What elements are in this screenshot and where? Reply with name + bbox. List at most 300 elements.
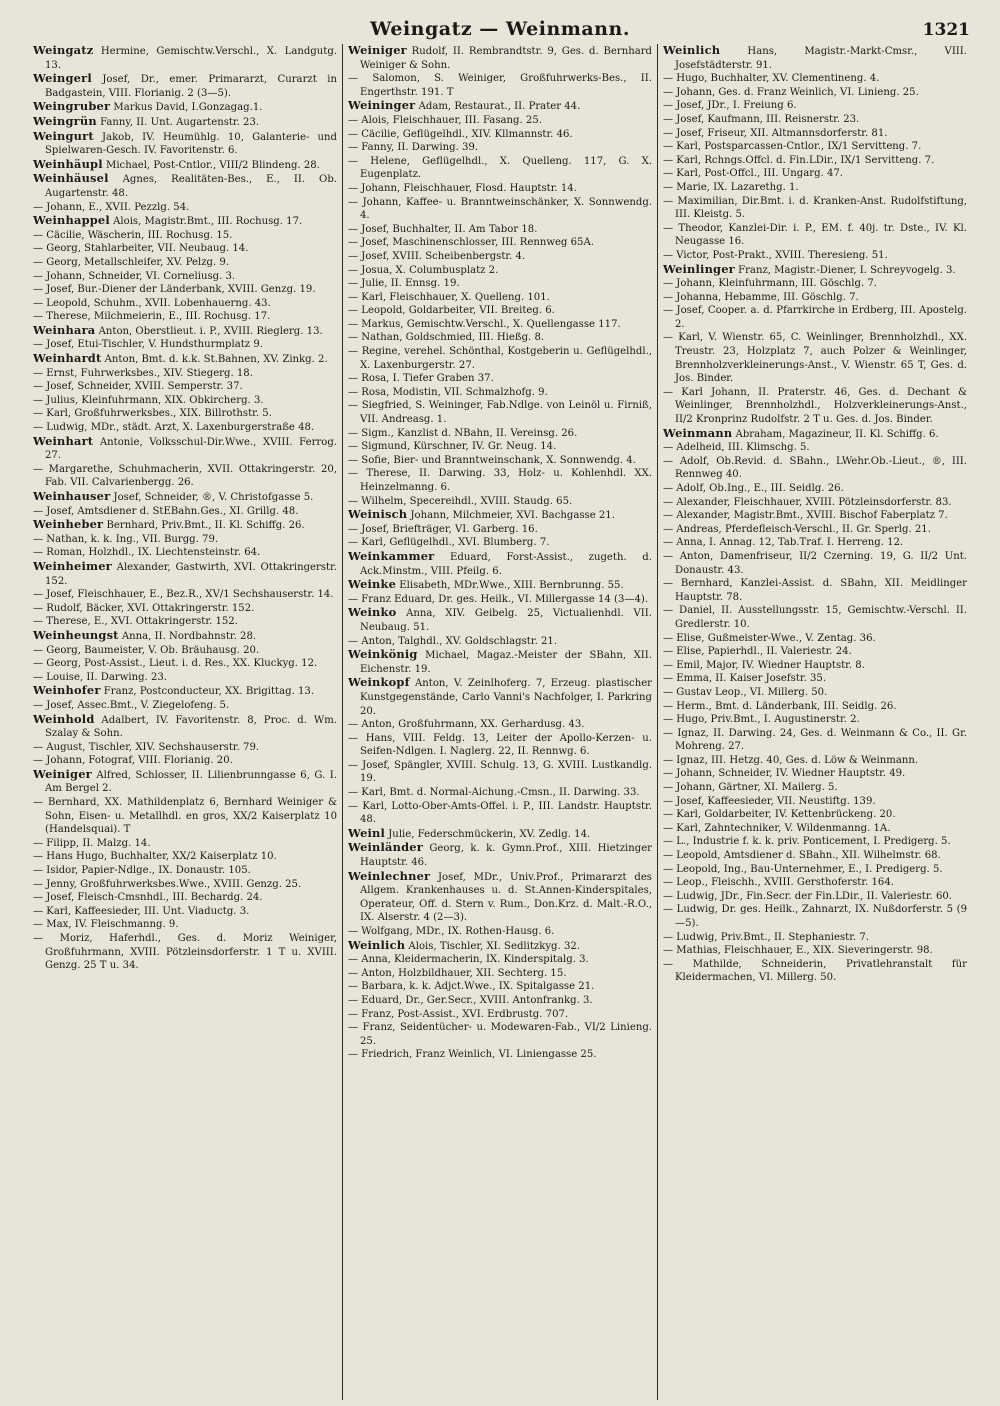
directory-entry [663, 604, 967, 631]
entry-text: — Johanna, Hebamme, III. Göschlg. 7. [663, 291, 859, 303]
entry-text: Abraham, Magazineur, II. Kl. Schiffg. 6. [735, 428, 939, 440]
directory-entry [663, 686, 967, 700]
directory-entry [348, 536, 652, 550]
entry-text: — Elise, Papierhdl., II. Valeriestr. 24. [663, 646, 852, 658]
entry-text: — Max, IV. Fleischmanng. 9. [33, 919, 179, 931]
directory-entry [663, 754, 967, 768]
entry-text: Anna, II. Nordbahnstr. 28. [121, 630, 257, 642]
entry-text: — Josef, Friseur, XII. Altmannsdorferstr. 81. [663, 127, 888, 139]
entry-surname: Weingatz [33, 44, 94, 57]
entry-text: Jakob, IV. Heumühlg. 10, Galanterie- und Spielwaren-Gesch. IV. Favoritenstr. 6. [45, 131, 338, 157]
entry-text: — Eduard, Dr., Ger.Secr., XVIII. Antonfrankg. 3. [348, 994, 593, 1006]
directory-entry [663, 291, 967, 305]
entry-text: — Theodor, Kanzlei-Dir. i. P., EM. f. 40j. tr. Dste., IV. Kl. Neugasse 16. [663, 222, 967, 248]
entry-text: — Georg, Baumeister, V. Ob. Bräuhausg. 20. [33, 644, 260, 656]
entry-text: — Karl, Rchngs.Offcl. d. Fin.LDir., IX/1 Servitteng. 7. [663, 154, 935, 166]
entry-text: — Salomon, S. Weiniger, Großfuhrwerks-Bes., II. Engerthstr. 191. T [348, 73, 652, 98]
entry-text: Josef, MDr., Univ.Prof., Primararzt des Allgem. Krankenhauses u. d. St.Annen-Kinderspitales, Operateur, Off. d. Stern v. Rum., Don.Krz. d. Malt.-R.O., IX. Alserstr. 4 (2—3). [360, 871, 652, 924]
directory-entry [33, 505, 337, 519]
entry-text: — Regine, verehel. Schönthal, Kostgeberin u. Geflügelhdl., X. Laxenburgerstr. 27. [348, 346, 652, 371]
entry-text: — Anna, I. Annag. 12, Tab.Traf. I. Herreng. 12. [663, 537, 904, 549]
directory-entry [663, 835, 967, 849]
directory-entry [663, 931, 967, 945]
entry-surname: Weingurt [33, 128, 94, 143]
directory-entry [663, 195, 967, 222]
entry-text: — Isidor, Papier-Ndlge., IX. Donaustr. 105. [33, 865, 251, 877]
entry-text: — Markus, Gemischtw.Verschl., X. Quellengasse 117. [348, 318, 621, 330]
entry-text: Alois, Tischler, XI. Sedlitzkyg. 32. [408, 940, 580, 952]
entry-text: — Jenny, Großfuhrwerksbes.Wwe., XVIII. Genzg. 25. [33, 878, 302, 890]
entry-text: — Karl, Kaffeesieder, III. Unt. Viaductg. 3. [33, 905, 250, 917]
directory-entry [348, 264, 652, 278]
entry-text: — Andreas, Pferdefleisch-Verschl., II. Gr. Sperlg. 21. [663, 523, 931, 535]
entry-text: Agnes, Realitäten-Bes., E., II. Ob. Augartenstr. 48. [45, 174, 337, 199]
directory-entry [663, 550, 967, 577]
entry-text: — Johann, Schneider, VI. Corneliusg. 3. [33, 270, 236, 282]
entry-text: — Ignaz, III. Hetzg. 40, Ges. d. Löw & Weinmann. [663, 754, 919, 766]
entry-text: — Ignaz, II. Darwing. 24, Ges. d. Weinmann & Co., II. Gr. Mohreng. 27. [663, 727, 967, 753]
directory-entry [348, 786, 652, 800]
entry-surname: Weinlich [663, 44, 721, 57]
entry-text: Anton, V. Zeinlhoferg. 7, Erzeug. plastischer Kunstgegenstände, Carlo Vanni's Nachfolger, I. Parkring 20. [360, 678, 652, 717]
directory-entry [33, 172, 337, 200]
entry-text: — Josef, Buchhalter, II. Am Tabor 18. [348, 223, 538, 235]
entry-text: — Anton, Damenfriseur, II/2 Czerning. 19, G. II/2 Unt. Donaustr. 43. [663, 550, 967, 576]
directory-entry [33, 463, 337, 490]
directory-entry [663, 781, 967, 795]
entry-text: — Wilhelm, Specereihdl., XVIII. Staudg. 65. [348, 495, 573, 507]
directory-entry [348, 523, 652, 537]
entry-surname: Weinhappel [33, 213, 110, 228]
directory-entry [663, 277, 967, 291]
directory-entry [348, 939, 652, 954]
entry-text: — Johann, Kaffee- u. Branntweinschänker, X. Sonnwendg. 4. [348, 196, 652, 222]
directory-entry [663, 167, 967, 181]
entry-text: — Hans Hugo, Buchhalter, XX/2 Kaiserplatz 10. [33, 851, 277, 863]
entry-text: Adalbert, IV. Favoritenstr. 8, Proc. d. Wm. Szalay & Sohn. [45, 714, 337, 740]
directory-entry [348, 648, 652, 676]
directory-entry [348, 508, 652, 523]
directory-entry [348, 578, 652, 593]
directory-entry [33, 435, 337, 463]
entry-text: — Hans, VIII. Feldg. 13, Leiter der Apollo-Kerzen- u. Seifen-Ndlgen. I. Naglerg. 22, II. Rennwg. 6. [348, 732, 652, 758]
directory-entry [348, 467, 652, 494]
entry-text: — Nathan, Goldschmied, III. Hießg. 8. [348, 332, 545, 344]
directory-entry [663, 263, 967, 278]
directory-entry [348, 1021, 652, 1048]
entry-text: — Mathilde, Schneiderin, Privatlehranstalt für Kleidermachen, VI. Millerg. 50. [663, 958, 967, 984]
entry-text: — Johann, E., XVII. Pezzlg. 54. [33, 201, 190, 213]
entry-text: — Anton, Holzbildhauer, XII. Sechterg. 15. [348, 967, 567, 979]
column-1 [28, 44, 342, 1400]
directory-entry [348, 925, 652, 939]
entry-surname: Weinhauser [33, 489, 111, 503]
entry-text: — Sigmund, Kürschner, IV. Gr. Neug. 14. [348, 441, 557, 453]
entry-text: — Mathias, Fleischhauer, E., XIX. Sieveringerstr. 98. [663, 945, 933, 957]
directory-entry [348, 454, 652, 468]
directory-entry [663, 863, 967, 877]
entry-text: — Adelheid, III. Klimschg. 5. [663, 442, 810, 454]
entry-text: — Josef, Spängler, XVIII. Schulg. 13, G. XVIII. Lustkandlg. 19. [348, 759, 652, 785]
directory-entry [663, 700, 967, 714]
directory-entry [33, 560, 337, 588]
entry-text: Bernhard, Priv.Bmt., II. Kl. Schiffg. 26. [106, 520, 305, 532]
directory-entry [348, 427, 652, 441]
entry-text: Hans, Magistr.-Markt-Cmsr., VIII. Josefstädterstr. 91. [675, 46, 967, 71]
entry-text: — Leopold, Goldarbeiter, VII. Breiteg. 6. [348, 305, 555, 317]
directory-entry [663, 72, 967, 86]
directory-entry [348, 1008, 652, 1022]
entry-text: — Helene, Geflügelhdl., X. Quelleng. 117, G. X. Eugenplatz. [348, 155, 652, 181]
entry-text: — Karl, Lotto-Ober-Amts-Offel. i. P., III. Landstr. Hauptstr. 48. [348, 800, 652, 826]
entry-text: Franz, Magistr.-Diener, I. Schreyvogelg. 3. [738, 264, 956, 276]
directory-entry [348, 440, 652, 454]
directory-entry [348, 1048, 652, 1062]
entry-text: — Louise, II. Darwing. 23. [33, 671, 168, 683]
directory-entry [348, 141, 652, 155]
entry-text: Georg, k. k. Gymn.Prof., XIII. Hietzinger Hauptstr. 46. [360, 843, 652, 869]
entry-surname: Weingrün [33, 113, 97, 128]
entry-surname: Weinkönig [348, 647, 418, 662]
entry-surname: Weiniger [33, 766, 92, 781]
directory-entry [33, 283, 337, 297]
directory-entry [33, 657, 337, 671]
directory-entry [33, 367, 337, 381]
entry-text: — Johann, Gärtner, XI. Mailerg. 5. [663, 782, 838, 794]
directory-entry [348, 606, 652, 634]
entry-text: Rudolf, II. Rembrandtstr. 9, Ges. d. Bernhard Weiniger & Sohn. [360, 46, 652, 71]
entry-text: — Josef, Bur.-Diener der Länderbank, XVIII. Genzg. 19. [33, 284, 316, 296]
entry-text: — Ludwig, Dr. ges. Heilk., Zahnarzt, IX. Nußdorferstr. 5 (9—5). [663, 904, 967, 929]
directory-entry [33, 352, 337, 367]
directory-entry [663, 222, 967, 249]
entry-text: — Josef, Briefträger, VI. Garberg. 16. [348, 523, 538, 535]
directory-entry [33, 768, 337, 796]
directory-entry [663, 482, 967, 496]
entry-surname: Weinhara [33, 322, 96, 337]
entry-surname: Weinkammer [348, 548, 435, 563]
directory-entry [348, 495, 652, 509]
directory-entry [348, 732, 652, 759]
directory-entry [348, 99, 652, 114]
entry-surname: Weinheimer [33, 558, 112, 573]
directory-entry [348, 980, 652, 994]
directory-entry [348, 994, 652, 1008]
entry-text: — Karl, Fleischhauer, X. Quelleng. 101. [348, 291, 550, 303]
directory-entry [348, 196, 652, 223]
entry-text: — Therese, Milchmeierin, E., III. Rochusg. 17. [33, 311, 271, 323]
directory-entry [663, 577, 967, 604]
entry-surname: Weinheungst [33, 627, 119, 642]
directory-entry [663, 822, 967, 836]
directory-entry [33, 891, 337, 905]
directory-entry [348, 318, 652, 332]
entry-text: — Friedrich, Franz Weinlich, VI. Liniengasse 25. [348, 1049, 597, 1061]
entry-text: — Anton, Großfuhrmann, XX. Gerhardusg. 43. [348, 719, 585, 731]
entry-text: — Franz, Post-Assist., XVI. Erdbrustg. 707. [348, 1008, 569, 1020]
entry-text: Markus David, I.Gonzagag.1. [113, 102, 263, 114]
entry-surname: Weinheber [33, 517, 104, 532]
directory-entry [663, 876, 967, 890]
entry-text: — Karl, Zahntechniker, V. Wildenmanng. 1A. [663, 822, 891, 834]
directory-entry [348, 304, 652, 318]
directory-entry [33, 850, 337, 864]
directory-entry [663, 958, 967, 985]
directory-entry [663, 890, 967, 904]
directory-entry [663, 767, 967, 781]
entry-text: — Josef, Etui-Tischler, V. Hundsthurmplatz 9. [33, 339, 263, 351]
entry-text: — Adolf, Ob.Revid. d. SBahn., LWehr.Ob.-Lieut., ®, III. Rennweg 40. [663, 455, 967, 481]
directory-entry [33, 324, 337, 339]
directory-entry [348, 182, 652, 196]
directory-entry [33, 713, 337, 741]
directory-entry [33, 741, 337, 755]
directory-entry [33, 837, 337, 851]
directory-entry [348, 827, 652, 842]
entry-text: — Franz Eduard, Dr. ges. Heilk., VI. Millergasse 14 (3—4). [348, 593, 649, 605]
entry-text: — Georg, Post-Assist., Lieut. i. d. Res., XX. Kluckyg. 12. [33, 658, 318, 670]
directory-entry [348, 331, 652, 345]
directory-entry [33, 338, 337, 352]
directory-entry [33, 518, 337, 533]
directory-entry [33, 256, 337, 270]
entry-text: — L., Industrie f. k. k. priv. Ponticement, I. Predigerg. 5. [663, 836, 951, 848]
directory-entry [663, 455, 967, 482]
entry-text: — Emma, II. Kaiser Josefstr. 35. [663, 673, 827, 685]
entry-text: — Herm., Bmt. d. Länderbank, III. Seidlg. 26. [663, 700, 897, 712]
directory-entry [663, 672, 967, 686]
directory-entry [663, 536, 967, 550]
entry-text: Michael, Magaz.-Meister der SBahn, XII. Eichenstr. 19. [360, 650, 652, 675]
directory-entry [33, 130, 337, 158]
entry-text: Anton, Bmt. d. k.k. St.Bahnen, XV. Zinkg. 2. [104, 354, 328, 366]
entry-text: — Anton, Talghdl., XV. Goldschlagstr. 21. [348, 635, 558, 647]
entry-surname: Weinhofer [33, 683, 101, 698]
entry-text: — Nathan, k. k. Ing., VII. Burgg. 79. [33, 533, 219, 545]
directory-entry [348, 718, 652, 732]
directory-entry [663, 386, 967, 427]
entry-text: — Josef, JDr., I. Freiung 6. [663, 100, 797, 112]
entry-text: — Rudolf, Bäcker, XVI. Ottakringerstr. 152. [33, 602, 255, 614]
directory-entry [33, 394, 337, 408]
entry-text: — Johann, Kleinfuhrmann, III. Göschlg. 7. [663, 278, 877, 290]
entry-text: — Alexander, Fleischhauer, XVIII. Pötzleinsdorferstr. 83. [663, 496, 952, 508]
directory-entry [33, 310, 337, 324]
entry-text: — Ernst, Fuhrwerksbes., XIV. Stiegerg. 18. [33, 367, 253, 379]
directory-entry [348, 250, 652, 264]
directory-entry [348, 399, 652, 426]
page-number: 1321 [922, 20, 970, 40]
entry-text: — Therese, II. Darwing. 33, Holz- u. Kohlenhdl. XX. Heinzelmanng. 6. [348, 468, 652, 493]
directory-entry [663, 154, 967, 168]
directory-entry [33, 644, 337, 658]
directory-entry [348, 345, 652, 372]
directory-entry [33, 380, 337, 394]
entry-text: — Anna, Kleidermacherin, IX. Kinderspitalg. 3. [348, 954, 589, 966]
directory-entry [663, 645, 967, 659]
entry-text: — Cäcilie, Geflügelhdl., XIV. Kllmannstr. 46. [348, 128, 573, 140]
entry-text: — Daniel, II. Ausstellungsstr. 15, Gemischtw.-Verschl. II. Gredlerstr. 10. [663, 605, 967, 630]
directory-entry [33, 671, 337, 685]
entry-text: — Ludwig, JDr., Fin.Secr. der Fin.LDir., II. Valeriestr. 60. [663, 890, 953, 902]
entry-surname: Weinke [348, 577, 397, 592]
entry-text: — Barbara, k. k. Adjct.Wwe., IX. Spitalgasse 21. [348, 981, 595, 993]
directory-entry [348, 44, 652, 72]
entry-text: — Gustav Leop., VI. Millerg. 50. [663, 686, 828, 698]
entry-text: — Josef, Amtsdiener d. StEBahn.Ges., XI. Grillg. 48. [33, 505, 299, 517]
directory-entry [348, 676, 652, 718]
entry-surname: Weininger [348, 98, 416, 113]
entry-surname: Weinhäupl [33, 156, 103, 171]
entry-text: — Josua, X. Columbusplatz 2. [348, 264, 499, 276]
entry-text: — Siegfried, S. Weininger, Fab.Ndlge. von Leinöl u. Firniß, VII. Andreasg. 1. [348, 400, 652, 426]
entry-text: — Filipp, II. Malzg. 14. [33, 837, 151, 849]
directory-entry [348, 386, 652, 400]
entry-surname: Weinl [348, 825, 386, 840]
directory-entry [663, 713, 967, 727]
entry-text: Hermine, Gemischtw.Verschl., X. Landgutg. 13. [45, 46, 337, 71]
directory-entry [348, 128, 652, 142]
entry-text: — Elise, Gußmeister-Wwe., V. Zentag. 36. [663, 632, 876, 644]
directory-entry [348, 155, 652, 182]
entry-text: — Karl, Geflügelhdl., XVI. Blumberg. 7. [348, 537, 550, 549]
entry-text: Antonie, Volksschul-Dir.Wwe., XVIII. Ferrog. 27. [45, 436, 337, 462]
entry-surname: Weinhold [33, 711, 95, 726]
column-2 [342, 44, 657, 1400]
directory-entry [663, 849, 967, 863]
entry-text: Franz, Postconducteur, XX. Brigittag. 13. [103, 686, 315, 698]
entry-text: — Alexander, Magistr.Bmt., XVIII. Bischof Faberplatz 7. [663, 510, 948, 522]
directory-entry [663, 659, 967, 673]
directory-entry [348, 870, 652, 925]
directory-entry [348, 593, 652, 607]
directory-entry [663, 509, 967, 523]
entry-text: — Emil, Major, IV. Wiedner Hauptstr. 8. [663, 659, 865, 671]
directory-entry [33, 407, 337, 421]
entry-surname: Weinhardt [33, 351, 102, 366]
entry-surname: Weinhäusel [33, 171, 109, 186]
directory-entry [33, 796, 337, 837]
entry-text: Fanny, II. Unt. Augartenstr. 23. [100, 116, 260, 128]
directory-entry [663, 808, 967, 822]
directory-entry [663, 523, 967, 537]
entry-surname: Weinkopf [348, 675, 410, 690]
entry-text: — Karl, Goldarbeiter, IV. Kettenbrückeng. 20. [663, 809, 896, 821]
directory-entry [348, 967, 652, 981]
entry-text: Alfred, Schlosser, II. Lilienbrunngasse 6, G. I. Am Bergel 2. [45, 769, 337, 795]
entry-text: — August, Tischler, XIV. Sechshauserstr. 79. [33, 741, 260, 753]
entry-text: — Hugo, Priv.Bmt., I. Augustinerstr. 2. [663, 714, 860, 726]
entry-text: — Sofie, Bier- und Branntweinschank, X. Sonnwendg. 4. [348, 454, 636, 466]
entry-surname: Weinisch [348, 507, 408, 522]
directory-entry [663, 795, 967, 809]
entry-text: Anton, Oberstlieut. i. P., XVIII. Rieglerg. 13. [98, 325, 323, 337]
directory-entry [33, 754, 337, 768]
entry-text: — Moriz, Haferhdl., Ges. d. Moriz Weiniger, Großfuhrmann, XVIII. Pötzleinsdorferstr. 1 T u. XVIII. Genzg. 25 T u. 34. [33, 933, 337, 972]
directory-entry [663, 903, 967, 930]
directory-entry [663, 441, 967, 455]
directory-entry [348, 635, 652, 649]
entry-surname: Weinlich [348, 937, 406, 952]
entry-surname: Weingruber [33, 99, 111, 114]
directory-entry [33, 421, 337, 435]
entry-text: — Karl, Postsparcassen-Cntlor., IX/1 Servitteng. 7. [663, 141, 922, 153]
entry-text: — Karl, Großfuhrwerksbes., XIX. Billrothstr. 5. [33, 408, 272, 420]
columns-container [28, 44, 972, 1400]
directory-entry [663, 44, 967, 72]
entry-text: — Karl Johann, II. Praterstr. 46, Ges. d. Dechant & Weinlinger, Brennholzhdl., Holzverkleinerungs-Anst., II/2 Kronprinz Rudolfstr. 2 T u. Ges. d. Jos. Binder. [663, 386, 967, 426]
directory-entry [33, 229, 337, 243]
directory-entry [33, 905, 337, 919]
directory-entry [663, 249, 967, 263]
entry-text: — Josef, Maschinenschlosser, III. Rennweg 65A. [348, 237, 594, 249]
directory-entry [33, 615, 337, 629]
entry-text: — Johann, Fotograf, VIII. Florianig. 20. [33, 755, 233, 767]
directory-entry [663, 304, 967, 331]
entry-text: — Georg, Stahlarbeiter, VII. Neubaug. 14. [33, 243, 249, 255]
directory-entry [33, 201, 337, 215]
entry-text: — Johann, Fleischhauer, Flosd. Hauptstr. 14. [348, 182, 577, 194]
entry-text: — Karl, Bmt. d. Normal-Aichung.-Cmsn., II. Darwing. 33. [348, 787, 640, 799]
entry-text: — Johann, Schneider, IV. Wiedner Hauptstr. 49. [663, 768, 906, 780]
directory-entry [348, 72, 652, 99]
directory-entry [663, 127, 967, 141]
entry-text: Johann, Milchmeier, XVI. Bachgasse 21. [410, 510, 615, 522]
directory-entry [33, 44, 337, 72]
entry-text: Josef, Schneider, ®, V. Christofgasse 5. [113, 492, 314, 503]
directory-entry [33, 533, 337, 547]
directory-entry [33, 115, 337, 130]
directory-entry [663, 99, 967, 113]
entry-text: — Karl, Post-Offcl., III. Ungarg. 47. [663, 168, 844, 180]
entry-text: — Leopold, Schuhm., XVII. Lobenhauerng. 43. [33, 297, 271, 309]
directory-entry [33, 72, 337, 100]
entry-text: Anna, XIV. Geibelg. 25, Victualienhdl. VII. Neubaug. 51. [360, 608, 652, 633]
entry-text: Elisabeth, MDr.Wwe., XIII. Bernbrunng. 55. [399, 580, 624, 592]
entry-text: — Julius, Kleinfuhrmann, XIX. Obkircherg. 3. [33, 394, 264, 406]
entry-text: — Marie, IX. Lazarethg. 1. [663, 181, 799, 193]
entry-text: — Josef, Schneider, XVIII. Semperstr. 37. [33, 381, 243, 393]
directory-entry [33, 602, 337, 616]
directory-entry [348, 841, 652, 869]
entry-surname: Weinlinger [663, 261, 735, 276]
entry-text: — Josef, XVIII. Scheibenbergstr. 4. [348, 250, 526, 262]
entry-text: — Bernhard, Kanzlei-Assist. d. SBahn, XII. Meidlinger Hauptstr. 78. [663, 578, 967, 603]
directory-entry [33, 588, 337, 602]
directory-entry [348, 291, 652, 305]
entry-text: — Ludwig, MDr., städt. Arzt, X. Laxenburgerstraße 48. [33, 422, 315, 434]
directory-entry [348, 114, 652, 128]
entry-text: — Margarethe, Schuhmacherin, XVII. Ottakringerstr. 20, Fab. VII. Calvarienbergg. 26. [33, 463, 337, 489]
directory-entry [663, 944, 967, 958]
entry-surname: Weinmann [663, 425, 733, 440]
directory-entry [663, 140, 967, 154]
directory-entry [33, 684, 337, 699]
directory-entry [663, 181, 967, 195]
directory-entry [663, 86, 967, 100]
entry-text: — Julie, II. Ennsg. 19. [348, 278, 460, 290]
directory-entry [33, 546, 337, 560]
entry-text: — Josef, Fleischhauer, E., Bez.R., XV/1 Sechshauserstr. 14. [33, 589, 334, 601]
entry-text: — Josef, Kaufmann, III. Reisnerstr. 23. [663, 113, 860, 125]
entry-text: — Victor, Post-Prakt., XVIII. Theresieng. 51. [663, 249, 888, 261]
entry-text: — Georg, Metallschleifer, XV. Pelzg. 9. [33, 256, 230, 268]
directory-entry [348, 550, 652, 578]
entry-text: — Ludwig, Priv.Bmt., II. Stephaniestr. 7. [663, 931, 869, 943]
entry-text: — Cäcilie, Wäscherin, III. Rochusg. 15. [33, 229, 233, 241]
entry-text: — Josef, Fleisch-Cmsnhdl., III. Bechardg. 24. [33, 892, 263, 904]
directory-entry [663, 496, 967, 510]
